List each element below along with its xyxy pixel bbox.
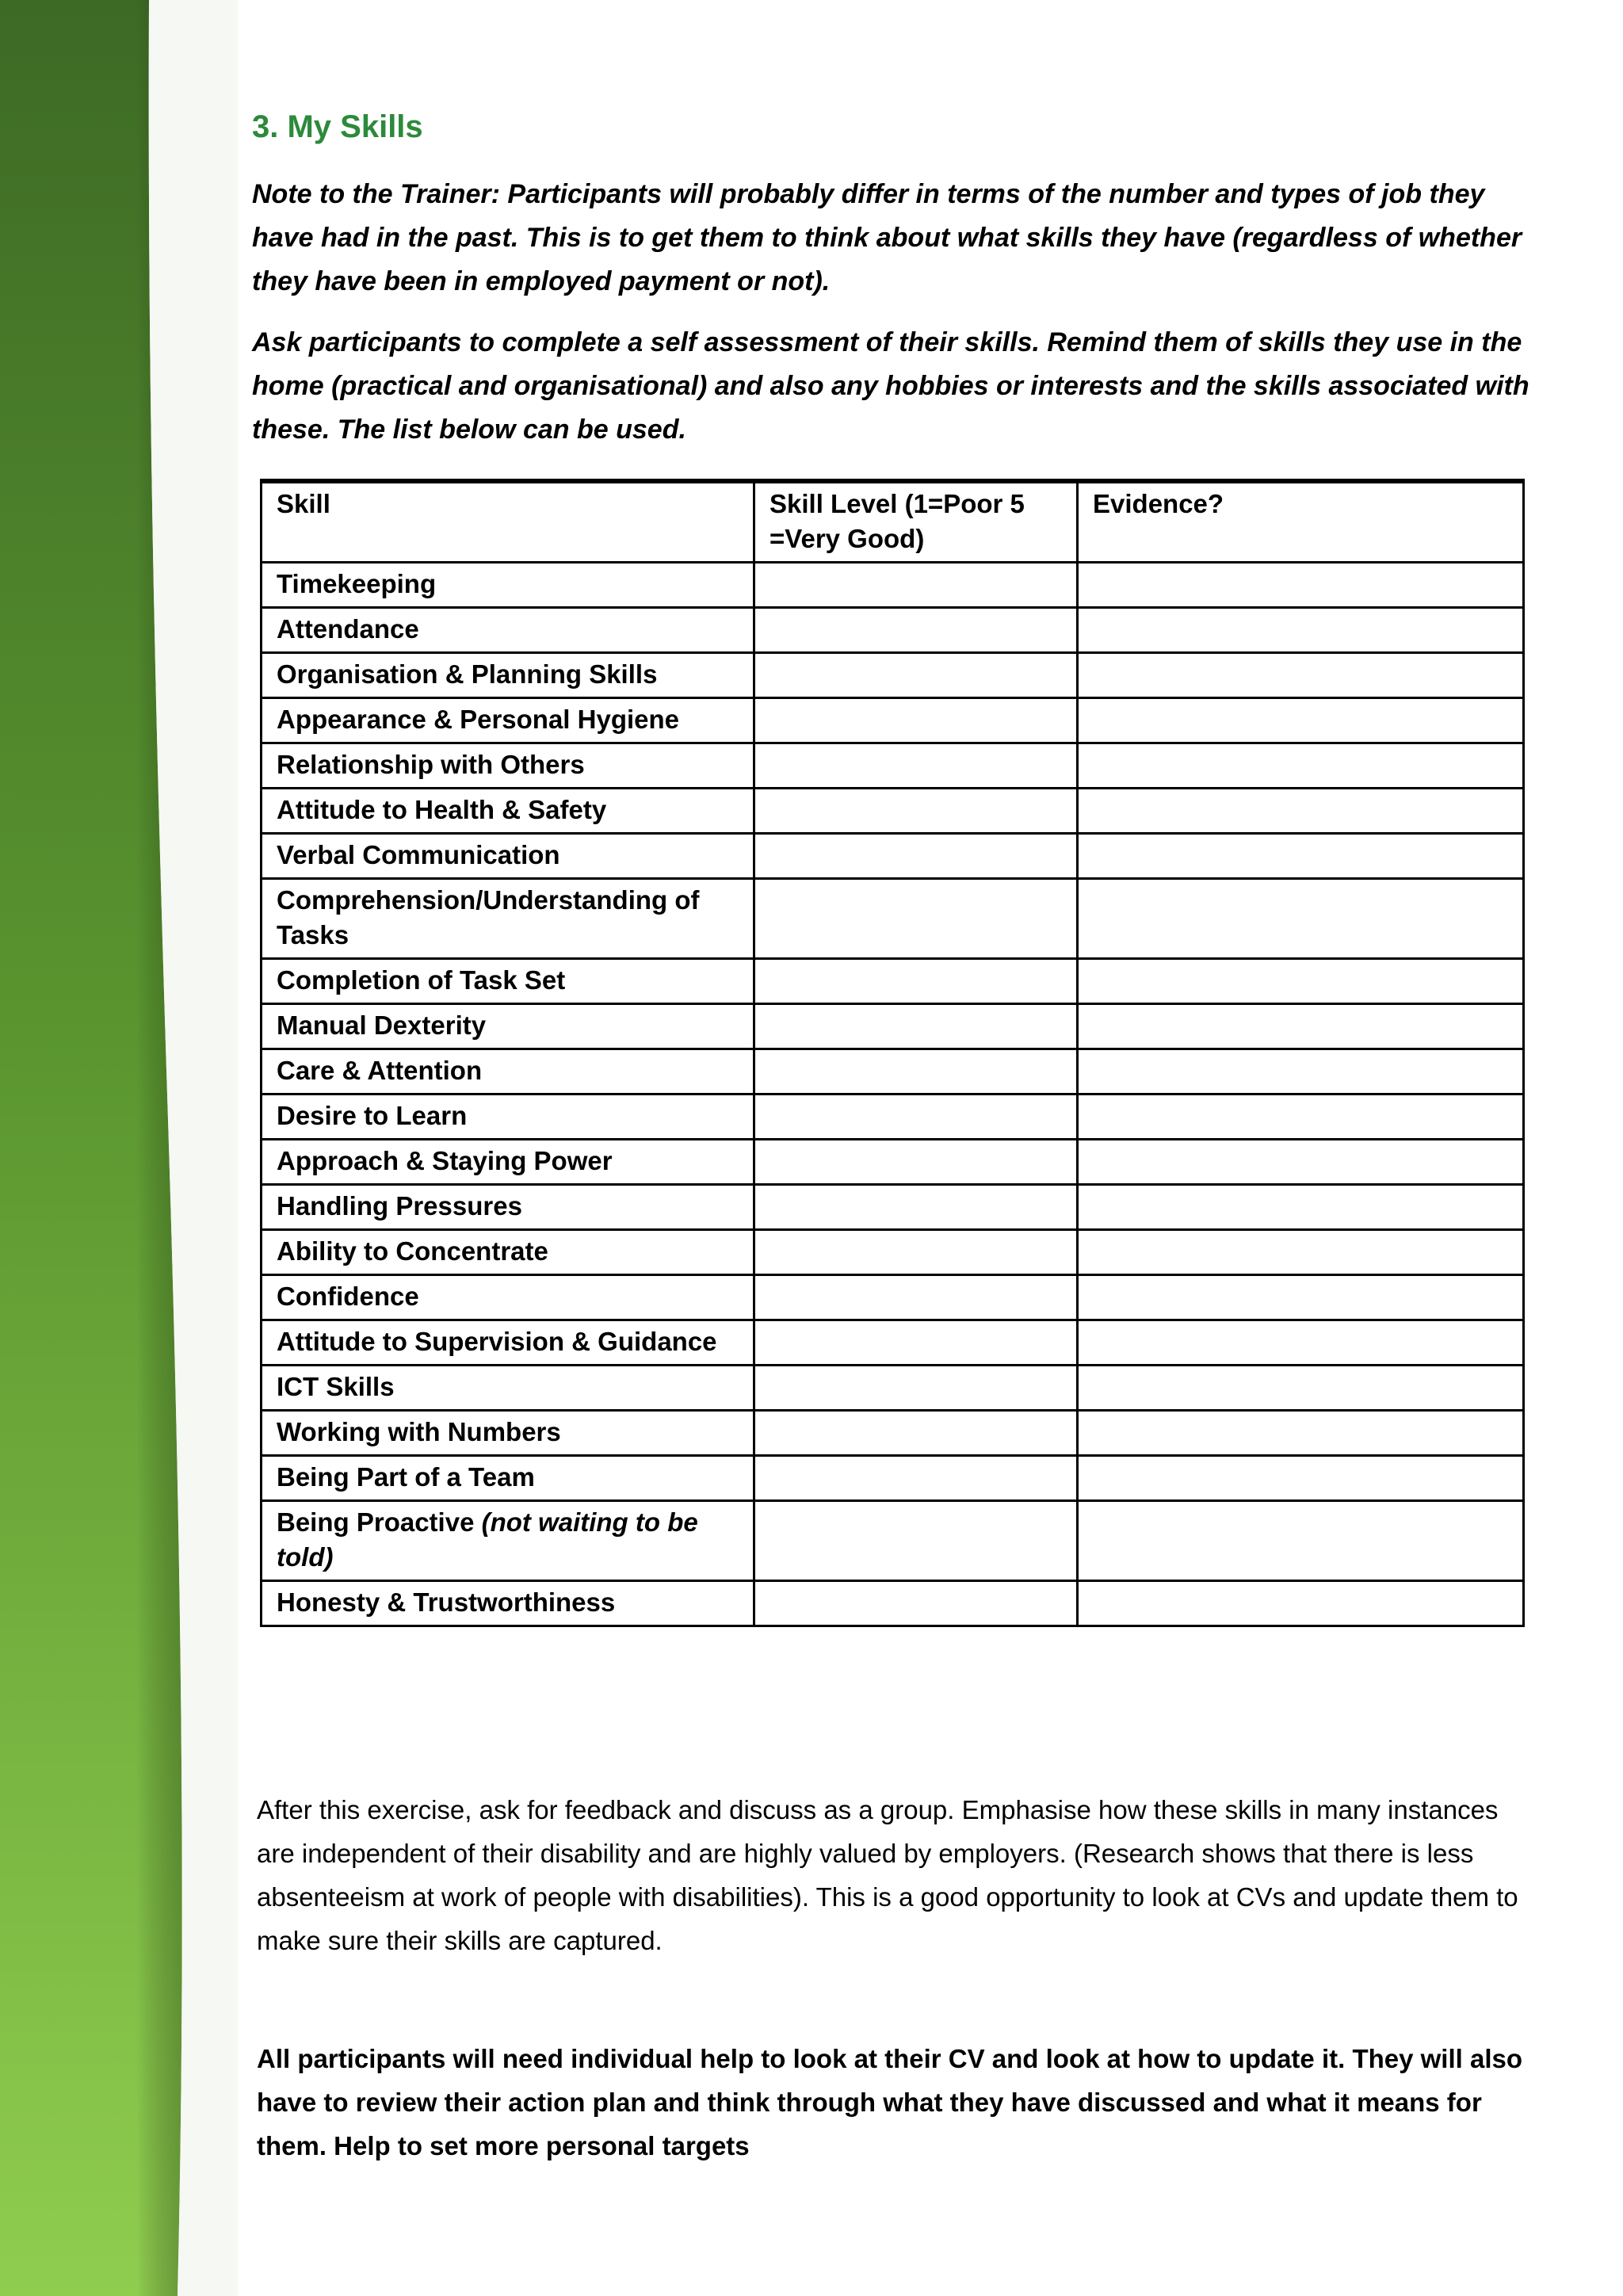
table-row xyxy=(262,608,1524,653)
evidence-cell[interactable] xyxy=(1078,563,1524,608)
skill-name: Verbal Communication xyxy=(277,840,560,869)
skill-name-cell xyxy=(262,1004,754,1049)
evidence-cell[interactable] xyxy=(1078,1275,1524,1320)
skill-name-cell xyxy=(262,1366,754,1411)
skill-level-cell[interactable] xyxy=(754,1501,1078,1581)
evidence-cell[interactable] xyxy=(1078,789,1524,834)
table-row xyxy=(262,698,1524,743)
skill-name-cell xyxy=(262,1320,754,1366)
evidence-cell[interactable] xyxy=(1078,834,1524,879)
table-row xyxy=(262,1366,1524,1411)
table-row xyxy=(262,879,1524,959)
evidence-cell[interactable] xyxy=(1078,959,1524,1004)
table-header-row xyxy=(262,481,1524,563)
skills-assessment-table xyxy=(260,479,1525,1627)
header-skill-level: Skill Level (1=Poor 5 =Very Good) xyxy=(754,481,1078,563)
skill-name: Completion of Task Set xyxy=(277,965,566,995)
evidence-cell[interactable] xyxy=(1078,1185,1524,1230)
skill-name: Care & Attention xyxy=(277,1056,483,1085)
skill-level-cell[interactable] xyxy=(754,789,1078,834)
evidence-cell[interactable] xyxy=(1078,653,1524,698)
skill-level-cell[interactable] xyxy=(754,743,1078,789)
table-row xyxy=(262,789,1524,834)
evidence-cell[interactable] xyxy=(1078,1320,1524,1366)
skill-level-cell[interactable] xyxy=(754,1004,1078,1049)
skill-name-cell xyxy=(262,959,754,1004)
evidence-cell[interactable] xyxy=(1078,698,1524,743)
skill-name-cell xyxy=(262,1230,754,1275)
skill-level-cell[interactable] xyxy=(754,608,1078,653)
skill-name: Being Proactive xyxy=(277,1507,475,1537)
decorative-green-side-band xyxy=(0,0,238,2296)
skill-name-cell xyxy=(262,1581,754,1626)
skill-name-cell xyxy=(262,1501,754,1581)
skill-name: Desire to Learn xyxy=(277,1101,468,1130)
skill-level-cell[interactable] xyxy=(754,1456,1078,1501)
skill-level-cell[interactable] xyxy=(754,959,1078,1004)
evidence-cell[interactable] xyxy=(1078,1411,1524,1456)
skill-name-cell xyxy=(262,1185,754,1230)
evidence-cell[interactable] xyxy=(1078,1456,1524,1501)
trainer-note-1: Note to the Trainer: Participants will probably differ in terms of the number and types of job they have had in the past. This is to get them to think about what skills they have (regardless of whether they have been in employed payment or not). xyxy=(252,179,1522,296)
evidence-cell[interactable] xyxy=(1078,1366,1524,1411)
table-row xyxy=(262,1185,1524,1230)
evidence-cell[interactable] xyxy=(1078,1581,1524,1626)
table-row xyxy=(262,1049,1524,1095)
evidence-cell[interactable] xyxy=(1078,879,1524,959)
skill-level-cell[interactable] xyxy=(754,1140,1078,1185)
evidence-cell[interactable] xyxy=(1078,608,1524,653)
skill-name: Organisation & Planning Skills xyxy=(277,659,658,689)
evidence-cell[interactable] xyxy=(1078,1140,1524,1185)
skill-name: Appearance & Personal Hygiene xyxy=(277,705,680,734)
skill-name-cell xyxy=(262,1095,754,1140)
evidence-cell[interactable] xyxy=(1078,1004,1524,1049)
table-row xyxy=(262,1581,1524,1626)
skill-name-cell xyxy=(262,789,754,834)
table-row xyxy=(262,743,1524,789)
skill-name: Comprehension/Understanding of Tasks xyxy=(277,885,700,949)
skill-level-cell[interactable] xyxy=(754,1581,1078,1626)
skill-name: Handling Pressures xyxy=(277,1191,522,1221)
skill-level-cell[interactable] xyxy=(754,1411,1078,1456)
header-skill: Skill xyxy=(262,481,754,563)
skill-name-cell xyxy=(262,743,754,789)
skill-level-cell[interactable] xyxy=(754,1320,1078,1366)
skill-level-cell[interactable] xyxy=(754,834,1078,879)
skill-name-cell xyxy=(262,653,754,698)
table-row xyxy=(262,1320,1524,1366)
skill-level-cell[interactable] xyxy=(754,1185,1078,1230)
skill-name-cell xyxy=(262,1456,754,1501)
header-evidence: Evidence? xyxy=(1078,481,1524,563)
cv-paragraph: All participants will need individual help to look at their CV and look at how to update it. They will also have to review their action plan and think through what they have discussed and what it means for them. Help to set more personal targets xyxy=(257,2044,1523,2160)
skill-name: Ability to Concentrate xyxy=(277,1236,548,1266)
skill-name: Being Part of a Team xyxy=(277,1462,535,1492)
skill-name-cell xyxy=(262,1275,754,1320)
skill-level-cell[interactable] xyxy=(754,1230,1078,1275)
evidence-cell[interactable] xyxy=(1078,1095,1524,1140)
skill-name-cell xyxy=(262,879,754,959)
skill-level-cell[interactable] xyxy=(754,1095,1078,1140)
skill-name: Confidence xyxy=(277,1282,419,1311)
feedback-paragraph: After this exercise, ask for feedback and discuss as a group. Emphasise how these skills in many instances are independent of their disability and are highly valued by employers. (Research shows that there is less absenteeism at work of people with disabilities). This is a good opportunity to look at CVs and update them to make sure their skills are captured. xyxy=(257,1795,1518,1955)
skill-level-cell[interactable] xyxy=(754,653,1078,698)
table-row xyxy=(262,959,1524,1004)
table-row xyxy=(262,1004,1524,1049)
skill-level-cell[interactable] xyxy=(754,698,1078,743)
skill-name-cell xyxy=(262,834,754,879)
skill-name: Attendance xyxy=(277,614,419,644)
table-row xyxy=(262,1095,1524,1140)
skill-name: Manual Dexterity xyxy=(277,1010,487,1040)
table-row xyxy=(262,1140,1524,1185)
table-row xyxy=(262,1230,1524,1275)
skill-level-cell[interactable] xyxy=(754,563,1078,608)
skill-name: Honesty & Trustworthiness xyxy=(277,1587,616,1617)
skill-name: ICT Skills xyxy=(277,1372,395,1401)
table-row xyxy=(262,1501,1524,1581)
table-row xyxy=(262,1411,1524,1456)
skill-name: Timekeeping xyxy=(277,569,437,598)
table-row xyxy=(262,563,1524,608)
table-row xyxy=(262,1456,1524,1501)
trainer-note-2: Ask participants to complete a self assessment of their skills. Remind them of skills they use in the home (practical and organisational) and also any hobbies or interests and the skills associated with these. The list below can be used. xyxy=(252,327,1529,445)
skill-name-cell xyxy=(262,608,754,653)
evidence-cell[interactable] xyxy=(1078,1230,1524,1275)
skill-name-cell xyxy=(262,1049,754,1095)
table-row xyxy=(262,1275,1524,1320)
skill-name: Approach & Staying Power xyxy=(277,1146,613,1175)
table-row xyxy=(262,834,1524,879)
skill-name: Attitude to Supervision & Guidance xyxy=(277,1327,717,1356)
evidence-cell[interactable] xyxy=(1078,1501,1524,1581)
skill-name: Relationship with Others xyxy=(277,750,585,779)
skill-level-cell[interactable] xyxy=(754,879,1078,959)
skill-name-cell xyxy=(262,563,754,608)
skill-note: (not waiting to be told) xyxy=(277,1507,698,1572)
section-title: 3. My Skills xyxy=(252,109,423,144)
skill-level-cell[interactable] xyxy=(754,1275,1078,1320)
skill-name-cell xyxy=(262,698,754,743)
evidence-cell[interactable] xyxy=(1078,743,1524,789)
skill-name-cell xyxy=(262,1140,754,1185)
skill-name: Attitude to Health & Safety xyxy=(277,795,607,824)
table-row xyxy=(262,653,1524,698)
skill-name-cell xyxy=(262,1411,754,1456)
skill-level-cell[interactable] xyxy=(754,1366,1078,1411)
evidence-cell[interactable] xyxy=(1078,1049,1524,1095)
skill-name: Working with Numbers xyxy=(277,1417,561,1446)
skill-level-cell[interactable] xyxy=(754,1049,1078,1095)
